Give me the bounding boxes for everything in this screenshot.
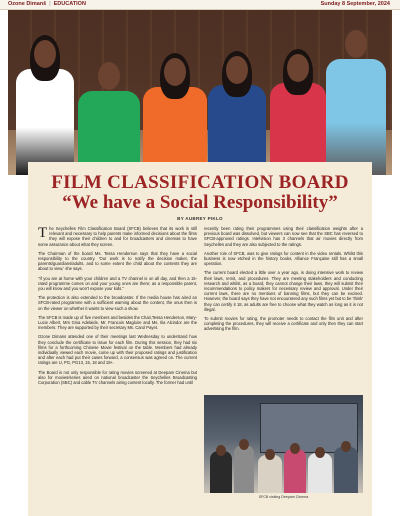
photo-caption: SFCB visiting Deepam Cinema	[258, 495, 309, 499]
article-paragraph: The protection is also extended to the broadcaster. If the media house has aired an SFCB-rated programme with a sufficient warning about the content, the onus then is on the viewer on whether it wants to view such a show.	[38, 295, 197, 311]
person-clothing	[326, 59, 386, 175]
article-column-left	[38, 226, 197, 389]
person-head	[164, 58, 186, 86]
visitor-figure	[308, 453, 332, 493]
person-head	[34, 40, 56, 68]
brand-name: Ozone Dimanš	[8, 1, 47, 7]
section-name: EDUCATION	[53, 1, 86, 7]
article-paragraph: The SFCB is made up of five members and besides the Chair,Tessa Henderson, Mary-Lucie Albert, Mrs Gina Adelaide, Mr. Francois Magloire and Ms. Ilia Alcindor are the members. They are supported by their secretary Ms. Carol Payet.	[38, 314, 197, 331]
person-figure	[143, 53, 207, 175]
cinema-visit-photo	[204, 395, 363, 493]
article-paragraph: To submit movies for rating, the promoter needs to contact the film unit and after completing the procedures, they will receive a certificate and only then they can start advertising the film.	[204, 316, 363, 332]
article-paragraph: The Seychelles Film Classification Board (SFCB) believes that its work is still relevant and necessary to help parents make informed decisions about the films they will expose their children to and for broadcasters and cinemas to have some assurance about what they screen.	[38, 225, 197, 247]
newspaper-header	[0, 0, 400, 10]
article-paragraph: The Chairman of the board Ms. Tessa Henderson says that they have a social responsibility to the country. 'Our work is to notify the decision maker, the parents/guardians/adults, and to some extent the child about the contents they are about to view,' she says.	[38, 250, 197, 272]
visitor-head	[239, 439, 249, 450]
article-subtitle: “We have a Social Responsibility”	[62, 192, 338, 213]
visitor-figure	[334, 447, 358, 493]
article-paragraph: "If you are at home with your children and a TV channel is on all day, and then a 15-rated programme comes on and your young ones are there; as a responsible parent, you will know and you won't expose your kids."	[38, 275, 197, 292]
visitor-head	[265, 449, 275, 460]
visitor-figure	[284, 449, 306, 493]
person-figure	[270, 49, 326, 175]
person-figure	[78, 57, 140, 175]
article	[28, 162, 372, 516]
person-clothing	[16, 69, 74, 175]
article-title: FILM CLASSIFICATION BOARD	[51, 172, 349, 193]
person-head	[226, 56, 248, 84]
drop-cap: T	[38, 225, 48, 241]
person-head	[98, 62, 120, 90]
visitor-figure	[258, 455, 282, 493]
group-photo	[8, 10, 392, 175]
article-column-right	[204, 226, 363, 336]
visitor-head	[341, 441, 351, 452]
article-paragraph: The Board is not only responsible for rating movies screened at Deepam Cinema but also for movies/series aired on national broadcaster the Seychelles Broadcasting Corporation (SBC) and cable TV channels airing content locally. The former had until	[38, 369, 197, 386]
visitor-head	[290, 443, 300, 454]
person-figure	[16, 35, 74, 175]
person-figure	[208, 51, 266, 175]
visitor-figure	[234, 445, 254, 493]
separator: |	[49, 1, 51, 7]
person-figure	[326, 25, 386, 175]
newspaper-brand	[8, 0, 86, 9]
visitor-figure	[210, 451, 232, 493]
issue-date: Sunday 8 September, 2024	[320, 1, 390, 7]
article-paragraph: Ozone Dimans attended one of their meetings last Wednesday to understand how they conclude the certificate to issue for each film. During this session, they had six films for a forthcoming Chinese Movie festival on the table. Members had already individually viewed each movie, come up with their proposed ratings and justification and after each had put their cases forward, a consensus was agreed on. The current ratings are U, PG, PG13, 15, 18 and 18+.	[38, 334, 197, 366]
person-head	[345, 30, 367, 58]
person-head	[287, 54, 309, 82]
visitor-head	[315, 447, 325, 458]
visitor-head	[216, 445, 226, 456]
article-byline: BY AUBREY PIKLO	[177, 216, 223, 221]
article-paragraph: Another role of SFCB, was to give ratings for content in the video rentals. Whilst this business is now etched in the history books, Alliance Française still has a small operation.	[204, 250, 363, 267]
article-paragraph: The current board elected a little over a year ago, is doing intensive work to review their laws, remit, and procedures. They are meeting stakeholders and conducting research and whilst, as a board, they cannot change their laws, they will submit their recommendations to policy makers for necessary review and approval. Under their current laws, there are no mentions of banning films, but they can be excised. However, the board says they have not encountered any such films yet but to be 'think' they can certify it 18, as adults are free to choose what they watch as long as it is not illegal.	[204, 270, 363, 312]
article-paragraph: recently been rating their programmes using their classification weights after a previous board was dissolved, but viewers can now see that the SBC has reversed to SFCB-approved ratings. Intelvision has 3 channels that air movies directly from Seychelles and they are also subjected to the ratings.	[204, 226, 363, 247]
